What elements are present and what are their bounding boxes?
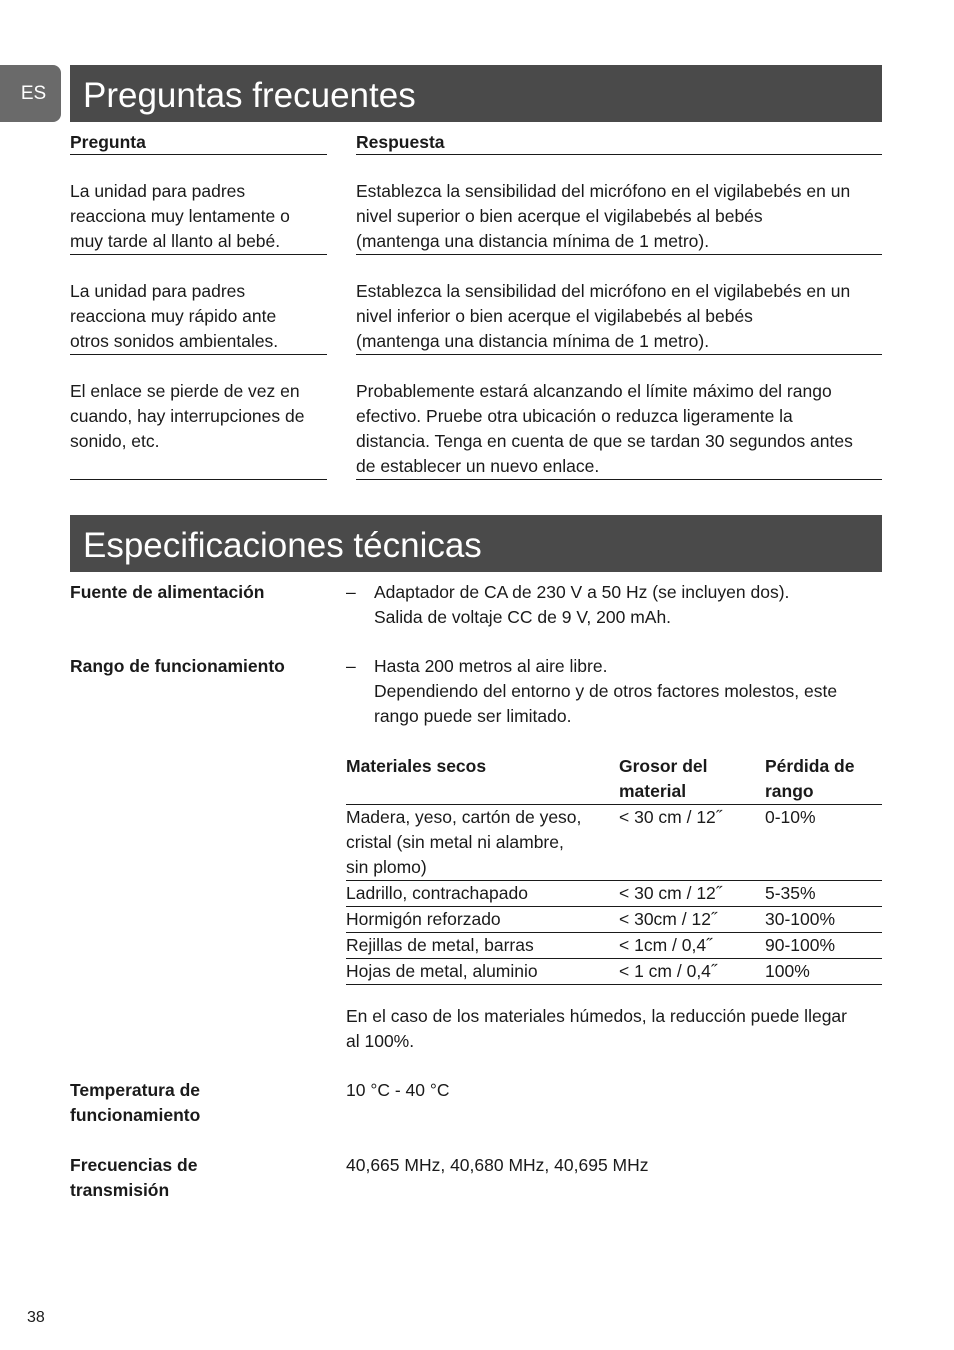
table-row [346,805,882,881]
header-range-loss [765,754,882,805]
cell-thickness: < 30 cm / 12˝ [619,881,765,907]
faq-question-header-rule [70,154,327,155]
spec-frequency-label-line: transmisión [70,1180,170,1200]
wet-materials-note-line: En el caso de los materiales húmedos, la reducción puede llegar [346,1006,847,1026]
cell-material: Hojas de metal, aluminio [346,959,619,985]
cell-loss: 30-100% [765,907,882,933]
faq-question-3-line: El enlace se pierde de vez en [70,381,300,401]
faq-answer-1-line: Establezca la sensibilidad del micrófono en el vigilabebés en un [356,181,851,201]
cell-material-line: sin plomo) [346,857,427,877]
cell-thickness: < 1cm / 0,4˝ [619,933,765,959]
faq-answer-1-line: (mantenga una distancia mínima de 1 metro). [356,231,710,251]
faq-question-1-line: muy tarde al llanto al bebé. [70,231,281,251]
faq-question-3 [70,379,304,454]
spec-range-value [374,654,837,729]
cell-thickness: < 30 cm / 12˝ [619,805,765,881]
spec-range-line: Hasta 200 metros al aire libre. [374,656,608,676]
cell-material: Hormigón reforzado [346,907,619,933]
spec-frequency-value: 40,665 MHz, 40,680 MHz, 40,695 MHz [346,1155,649,1175]
spec-temperature-label [70,1078,200,1128]
faq-question-2-rule [70,354,327,355]
spec-temperature-label-line: Temperatura de [70,1080,200,1100]
table-row [346,907,882,933]
wet-materials-note [346,1004,847,1054]
cell-loss: 0-10% [765,805,882,881]
cell-loss: 5-35% [765,881,882,907]
header-materials [346,754,619,805]
spec-power-line: Salida de voltaje CC de 9 V, 200 mAh. [374,607,672,627]
faq-question-3-line: sonido, etc. [70,431,160,451]
cell-thickness: < 1 cm / 0,4˝ [619,959,765,985]
header-range-loss-text: Pérdida de [765,756,855,776]
faq-answer-3-line: efectivo. Pruebe otra ubicación o reduzca ligeramente la [356,406,793,426]
materials-table [346,754,882,985]
cell-material-line: Madera, yeso, cartón de yeso, [346,807,582,827]
faq-question-1 [70,179,290,254]
faq-question-3-line: cuando, hay interrupciones de [70,406,305,426]
spec-temperature-label-line: funcionamiento [70,1105,201,1125]
faq-question-1-line: reacciona muy lentamente o [70,206,290,226]
faq-question-2 [70,279,278,354]
cell-loss: 100% [765,959,882,985]
faq-answer-1-line: nivel superior o bien acerque el vigilabebés al bebés [356,206,763,226]
cell-material [346,805,619,881]
header-materials-text: Materiales secos [346,756,487,776]
faq-answer-header-rule [356,154,882,155]
faq-question-1-line: La unidad para padres [70,181,246,201]
faq-answer-3-line: Probablemente estará alcanzando el límite máximo del rango [356,381,832,401]
faq-answer-2-line: nivel inferior o bien acerque el vigilabebés al bebés [356,306,753,326]
wet-materials-note-line: al 100%. [346,1031,415,1051]
language-tab [0,65,61,122]
cell-material: Ladrillo, contrachapado [346,881,619,907]
spec-frequency-label-line: Frecuencias de [70,1155,198,1175]
cell-loss: 90-100% [765,933,882,959]
spec-range-line: rango puede ser limitado. [374,706,572,726]
faq-answer-1-rule [356,254,882,255]
spec-range-label: Rango de funcionamiento [70,656,285,676]
spec-frequency-label [70,1153,197,1203]
spec-power-label: Fuente de alimentación [70,582,265,602]
faq-question-2-line: La unidad para padres [70,281,246,301]
header-thickness-text: material [619,781,687,801]
faq-column-question-header: Pregunta [70,132,146,152]
cell-thickness: < 30cm / 12˝ [619,907,765,933]
header-thickness-text: Grosor del [619,756,708,776]
faq-answer-3 [356,379,853,479]
table-row [346,933,882,959]
faq-answer-3-line: distancia. Tenga en cuenta de que se tardan 30 segundos antes [356,431,853,451]
faq-answer-2-rule [356,354,882,355]
faq-answer-2-line: Establezca la sensibilidad del micrófono en el vigilabebés en un [356,281,851,301]
header-range-loss-text: rango [765,781,814,801]
faq-answer-2 [356,279,850,354]
faq-answer-2-line: (mantenga una distancia mínima de 1 metro). [356,331,710,351]
spec-power-value [374,580,789,630]
cell-material-line: cristal (sin metal ni alambre, [346,832,564,852]
spec-power-line: Adaptador de CA de 230 V a 50 Hz (se incluyen dos). [374,582,790,602]
spec-temperature-value: 10 °C - 40 °C [346,1080,450,1100]
materials-table-header [346,754,882,805]
table-row [346,881,882,907]
spec-range-line: Dependiendo del entorno y de otros factores molestos, este [374,681,838,701]
header-thickness [619,754,765,805]
table-row [346,959,882,985]
spec-range-dash: – [346,656,356,676]
faq-question-1-rule [70,254,327,255]
faq-answer-3-line: de establecer un nuevo enlace. [356,456,600,476]
faq-answer-1 [356,179,850,254]
specs-section-title: Especificaciones técnicas [70,515,882,572]
language-tab-label: ES [20,83,47,104]
faq-column-answer-header: Respuesta [356,132,445,152]
spec-power-dash: – [346,582,356,602]
faq-section-title: Preguntas frecuentes [70,65,882,122]
faq-question-2-line: otros sonidos ambientales. [70,331,279,351]
cell-material: Rejillas de metal, barras [346,933,619,959]
faq-question-3-rule [70,479,327,480]
page-number: 38 [27,1309,45,1326]
faq-answer-3-rule [356,479,882,480]
faq-question-2-line: reacciona muy rápido ante [70,306,277,326]
